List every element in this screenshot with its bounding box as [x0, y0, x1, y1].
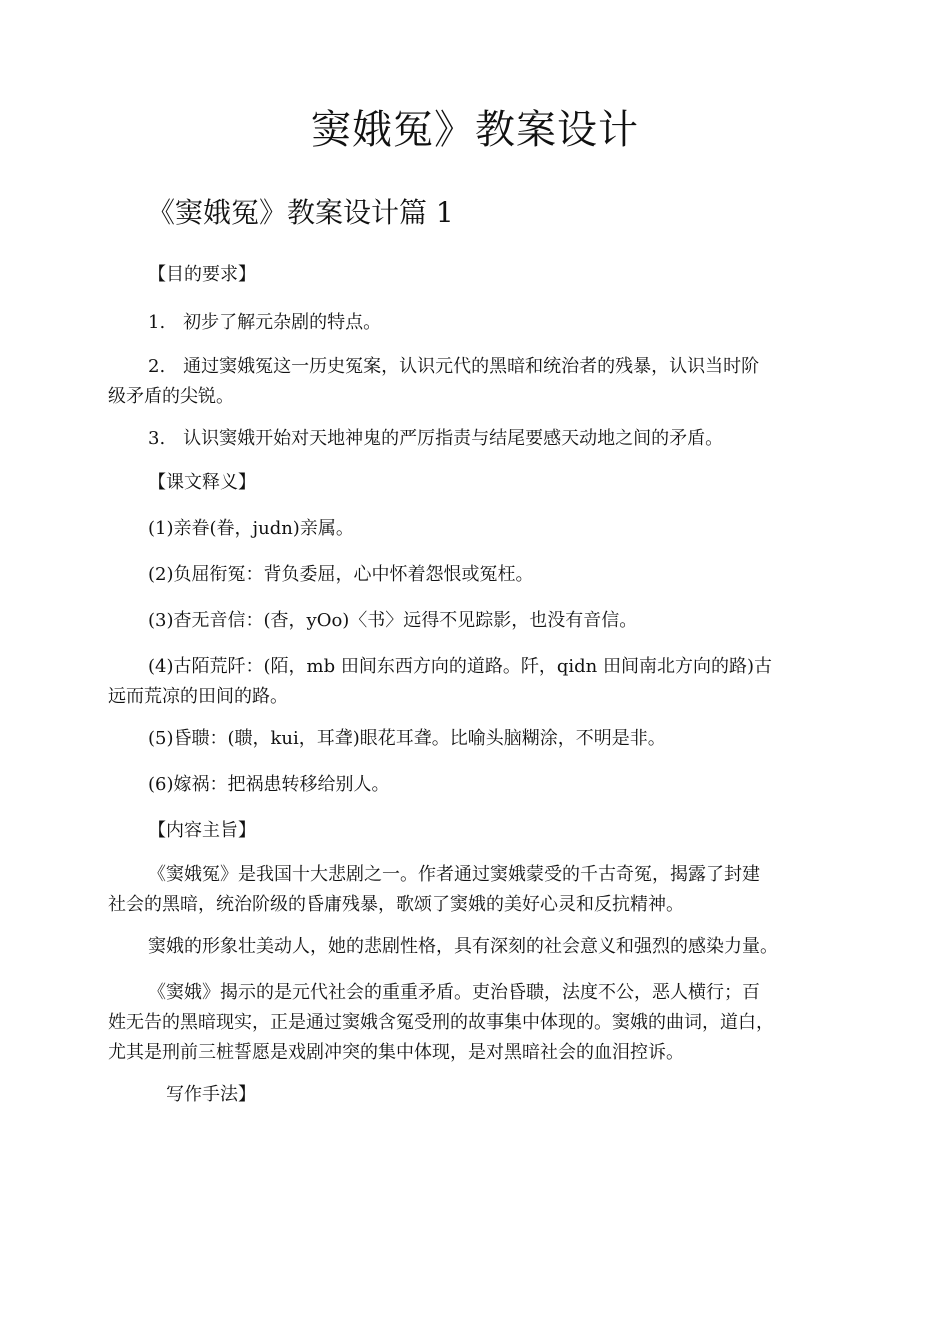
purpose-item: 1. 初步了解元杂剧的特点。 [148, 312, 382, 333]
purpose-item: 2. 通过窦娥冤这一历史冤案，认识元代的黑暗和统治者的残暴，认识当时阶 级矛盾的尖锐。 [108, 356, 760, 407]
glossary-item: (5)昏聩：(聩，kui，耳聋)眼花耳聋。比喻头脑糊涂，不明是非。 [148, 728, 666, 749]
glossary-item: (1)亲眷(眷，judn)亲属。 [148, 518, 354, 539]
glossary-item: (6)嫁祸：把祸患转移给别人。 [148, 774, 390, 795]
purpose-item: 3. 认识窦娥开始对天地神鬼的严厉指责与结尾要感天动地之间的矛盾。 [148, 428, 724, 449]
theme-paragraph: 《窦娥》揭示的是元代社会的重重矛盾。吏治昏聩，法度不公，恶人横行；百 姓无告的黑暗现实，正是通过窦娥含冤受刑的故事集中体现的。窦娥的曲词，道白， 尤其是刑前三桩誓愿是戏剧冲突的集中体现，是对黑暗社会的血泪控诉。 [108, 982, 774, 1063]
section-heading-purpose: 【目的要求】 [148, 264, 256, 285]
section-heading-glossary: 【课文释义】 [148, 472, 256, 493]
theme-paragraph: 窦娥的形象壮美动人，她的悲剧性格，具有深刻的社会意义和强烈的感染力量。 [148, 936, 778, 957]
section-heading-theme: 【内容主旨】 [148, 820, 256, 841]
document-title: 窦娥冤》教案设计 [311, 107, 639, 153]
theme-paragraph: 《窦娥冤》是我国十大悲剧之一。作者通过窦娥蒙受的千古奇冤，揭露了封建 社会的黑暗，统治阶级的昏庸残暴，歌颂了窦娥的美好心灵和反抗精神。 [108, 864, 760, 915]
glossary-item: (4)古陌荒阡：(陌，mb 田间东西方向的道路。阡，qidn 田间南北方向的路)古 远而荒凉的田间的路。 [108, 656, 772, 707]
section-heading-writing: 写作手法】 [166, 1084, 256, 1105]
glossary-item: (2)负屈衔冤：背负委屈，心中怀着怨恨或冤枉。 [148, 564, 534, 585]
glossary-item: (3)杳无音信：(杳，yOo)〈书〉远得不见踪影，也没有音信。 [148, 610, 638, 631]
document-subtitle: 《窦娥冤》教案设计篇 1 [147, 196, 454, 229]
